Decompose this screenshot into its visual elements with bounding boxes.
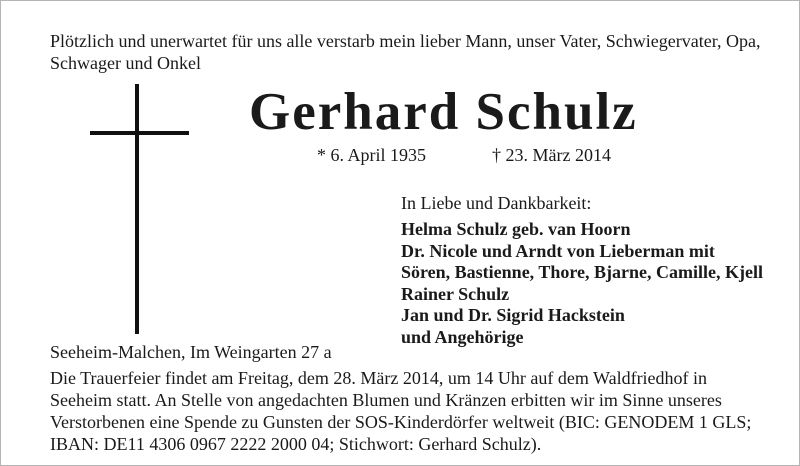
mourner-line: Jan und Dr. Sigrid Hackstein: [401, 305, 625, 325]
death-date: † 23. März 2014: [492, 145, 611, 165]
funeral-details: Die Trauerfeier findet am Freitag, dem 28. März 2014, um 14 Uhr auf dem Waldfriedhof in Seeheim statt. An Stelle von angedachten Blumen und Kränzen erbitten wir im Sinne unseres Verstorbenen eine Spende zu Gunsten der SOS-Kinderdörfer weltweit (BIC: GENODEM 1 GLS; IBAN: DE11 4306 0967 2222 2000 04; Stichwort: Gerhard Schulz).: [50, 368, 752, 454]
mourner-line: und Angehörige: [401, 326, 524, 347]
mourner-line: Helma Schulz geb. van Hoorn: [401, 219, 631, 239]
mourner-line: Sören, Bastienne, Thore, Bjarne, Camille, Kjell: [401, 262, 763, 282]
address-line: Seeheim-Malchen, Im Weingarten 27 a: [50, 342, 332, 362]
birth-date: * 6. April 1935: [317, 145, 427, 165]
deceased-name: Gerhard Schulz: [249, 83, 638, 141]
mourners-list: [401, 219, 781, 348]
cross-icon-horizontal: [90, 131, 189, 135]
mourner-line: Dr. Nicole und Arndt von Lieberman mit: [401, 240, 715, 261]
mourner-line: Rainer Schulz: [401, 283, 510, 304]
cross-icon-vertical: [135, 84, 139, 334]
thanks-heading: In Liebe und Dankbarkeit:: [401, 193, 592, 213]
intro-text: Plötzlich und unerwartet für uns alle verstarb mein lieber Mann, unser Vater, Schwiegervater, Opa, Schwager und Onkel: [50, 31, 761, 73]
